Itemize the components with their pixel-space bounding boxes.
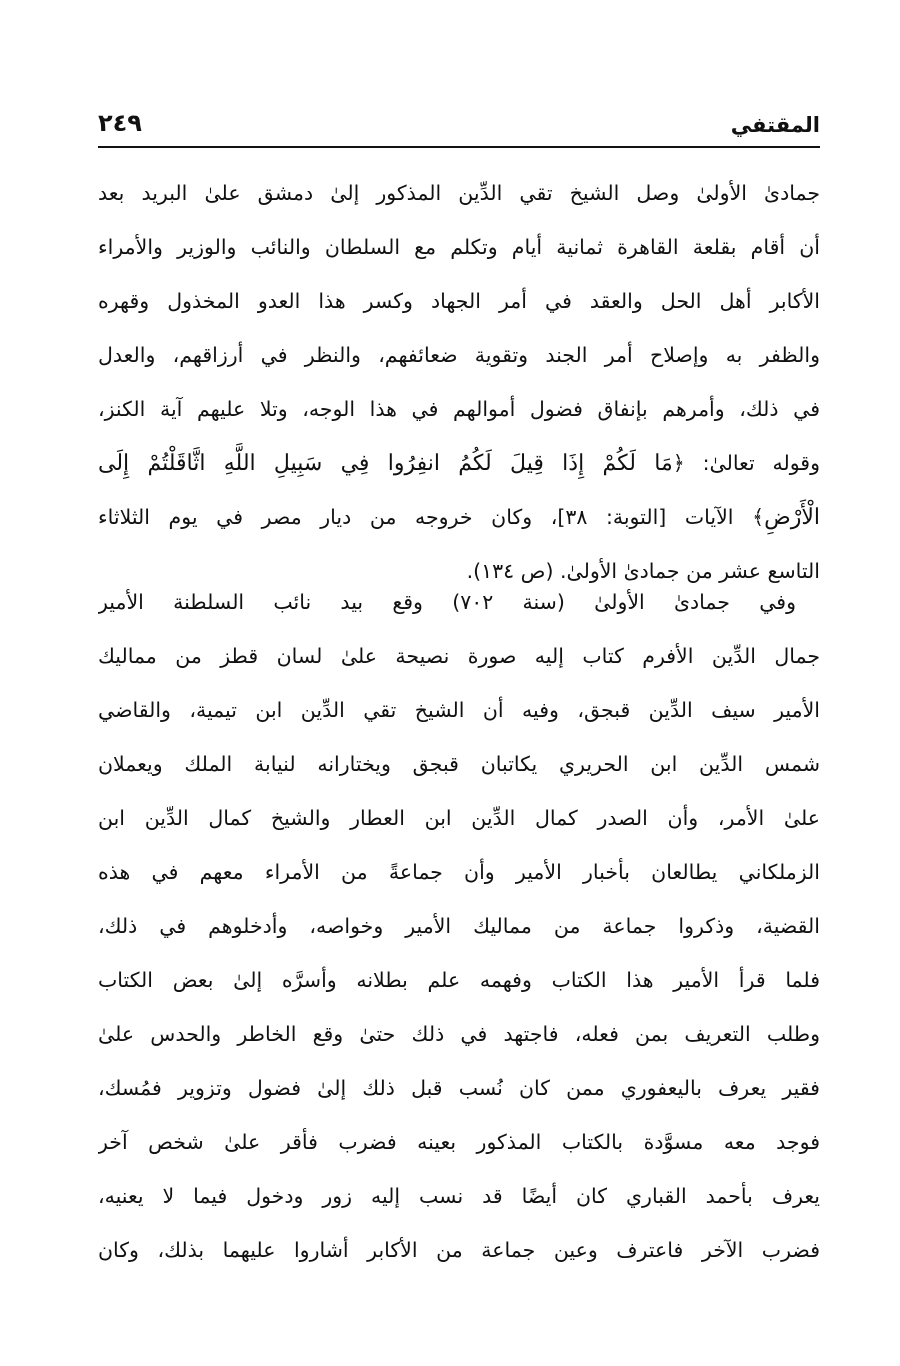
paragraph-1 xyxy=(98,166,820,598)
quran-verse-part-2: الْأَرْضِ xyxy=(764,505,820,530)
text-line: علىٰ الأمر، وأن الصدر كمال الدِّين ابن العطار والشيخ كمال الدِّين ابن xyxy=(98,806,820,830)
quran-close-bracket: ﴾ xyxy=(752,505,765,529)
text-line: الأكابر أهل الحل والعقد في أمر الجهاد وكسر هذا العدو المخذول وقهره xyxy=(98,289,820,313)
text-line: جمادىٰ الأولىٰ وصل الشيخ تقي الدِّين المذكور إلىٰ دمشق علىٰ البريد بعد xyxy=(98,181,820,205)
text-line: فلما قرأ الأمير هذا الكتاب وفهمه علم بطلانه وأسرَّه إلىٰ بعض الكتاب xyxy=(98,968,820,992)
text-line: في ذلك، وأمرهم بإنفاق فضول أموالهم في هذا الوجه، وتلا عليهم آية الكنز، xyxy=(98,397,820,421)
running-title: المقتفي xyxy=(730,113,820,137)
text-line: فوجد معه مسوَّدة بالكتاب المذكور بعينه فضرب فأقر علىٰ شخص آخر xyxy=(98,1130,820,1154)
paragraph-2 xyxy=(98,575,820,1277)
verse-reference: الآيات [التوبة: ٣٨]، وكان خروجه من ديار مصر في يوم الثلاثاء xyxy=(98,505,753,529)
text-line-quran-start xyxy=(98,436,820,490)
quran-verse-part-1: مَا لَكُمْ إِذَا قِيلَ لَكُمُ انفِرُوا فِي سَبِيلِ اللَّهِ اثَّاقَلْتُمْ إِلَى xyxy=(98,451,673,476)
text-line: التاسع عشر من جمادىٰ الأولىٰ. (ص ١٣٤). xyxy=(466,559,820,583)
text-line: شمس الدِّين ابن الحريري يكاتبان قبجق ويختارانه لنيابة الملك ويعملان xyxy=(98,752,820,776)
text-line: أن أقام بقلعة القاهرة ثمانية أيام وتكلم مع السلطان والنائب والوزير والأمراء xyxy=(98,235,820,259)
text-line: الزملكاني يطالعان بأخبار الأمير وأن جماعةً من الأمراء معهم في هذه xyxy=(98,860,820,884)
text-line: فضرب الآخر فاعترف وعين جماعة من الأكابر أشاروا عليهما بذلك، وكان xyxy=(98,1238,820,1262)
quran-intro: وقوله تعالىٰ: ﴿ xyxy=(672,451,820,475)
text-line: الأمير سيف الدِّين قبجق، وفيه أن الشيخ تقي الدِّين ابن تيمية، والقاضي xyxy=(98,698,820,722)
text-line: القضية، وذكروا جماعة من مماليك الأمير وخواصه، وأدخلوهم في ذلك، xyxy=(98,914,820,938)
text-line: وطلب التعريف بمن فعله، فاجتهد في ذلك حتىٰ وقع الخاطر والحدس علىٰ xyxy=(98,1022,820,1046)
page-number: ٢٤٩ xyxy=(98,109,142,137)
header-rule xyxy=(98,146,820,148)
text-line: يعرف بأحمد القباري كان أيضًا قد نسب إليه زور ودخول فيما لا يعنيه، xyxy=(98,1184,820,1208)
text-line: فقير يعرف باليعفوري ممن كان نُسب قبل ذلك إلىٰ فضول وتزوير فمُسك، xyxy=(98,1076,820,1100)
page-header xyxy=(98,108,820,148)
text-line: جمال الدِّين الأفرم كتاب إليه صورة نصيحة علىٰ لسان قطز من مماليك xyxy=(98,644,820,668)
text-line: وفي جمادىٰ الأولىٰ (سنة ٧٠٢) وقع بيد نائب السلطنة الأمير xyxy=(98,590,796,614)
text-line-quran-end xyxy=(98,490,820,544)
text-line: والظفر به وإصلاح أمر الجند وتقوية ضعائفهم، والنظر في أرزاقهم، والعدل xyxy=(98,343,820,367)
